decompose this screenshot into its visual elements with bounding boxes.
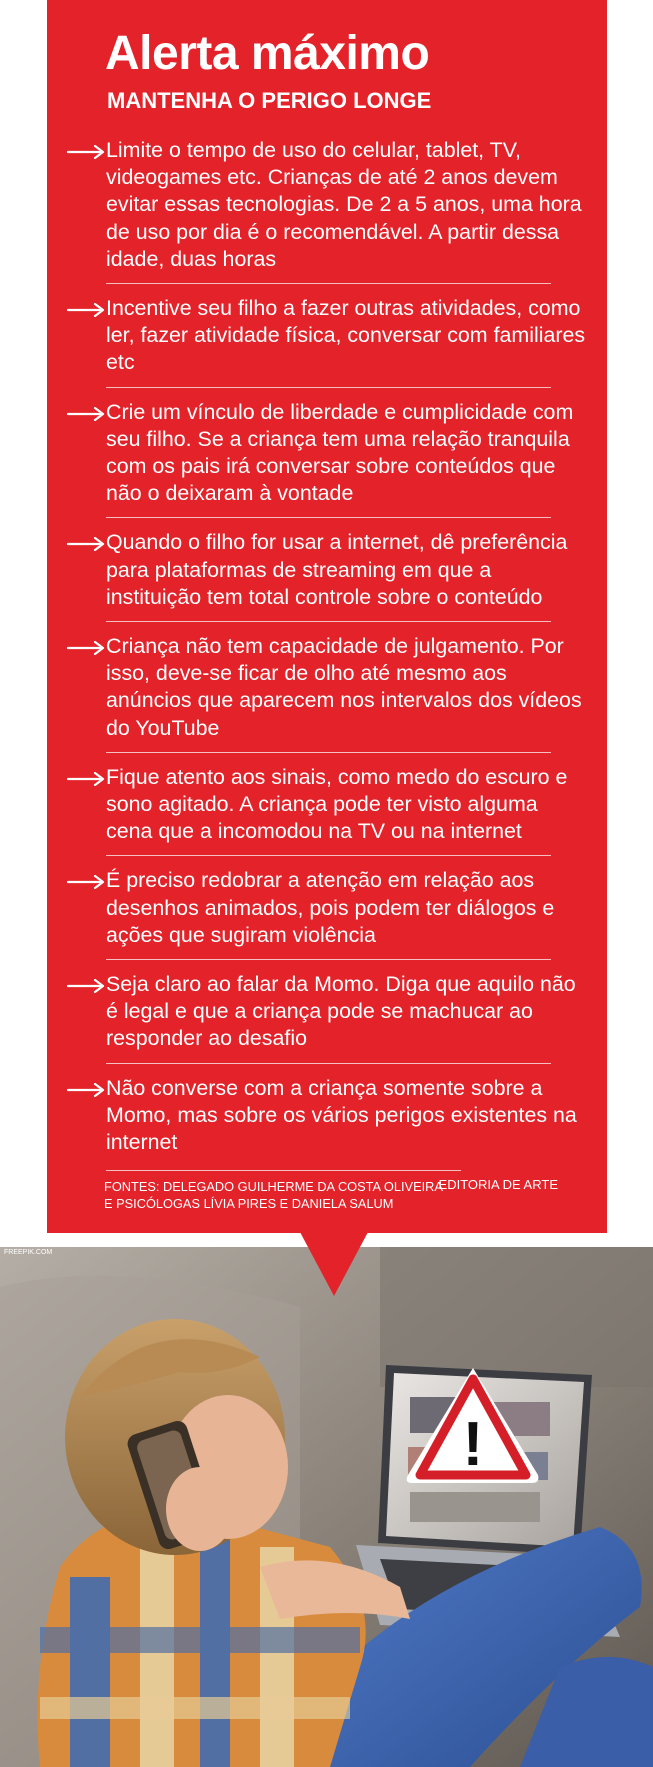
tip-text: Fique atento aos sinais, como medo do escuro e sono agitado. A criança pode ter visto alguma cena que a incomodou na TV ou na internet	[106, 764, 568, 844]
arrow-right-icon	[67, 979, 105, 993]
divider	[106, 1063, 551, 1064]
tip-item	[47, 399, 607, 508]
arrow-right-icon	[67, 407, 105, 421]
tip-text: Incentive seu filho a fazer outras atividades, como ler, fazer atividade física, conversar com familiares etc	[106, 296, 586, 375]
divider	[106, 621, 551, 622]
tip-item	[47, 1075, 607, 1157]
tip-item	[47, 529, 607, 611]
child-on-phone-photo	[0, 1247, 653, 1767]
tip-item	[47, 867, 607, 949]
arrow-right-icon	[67, 772, 105, 786]
infographic-card	[47, 0, 607, 1233]
tip-item	[47, 764, 607, 846]
divider	[106, 283, 551, 284]
divider	[106, 387, 551, 388]
speech-pointer	[300, 1232, 368, 1296]
tip-item	[47, 295, 607, 377]
tip-text: Criança não tem capacidade de julgamento. Por isso, deve-se ficar de olho até mesmo aos anúncios que aparecem nos intervalos dos vídeos do YouTube	[106, 634, 582, 740]
tip-text: Crie um vínculo de liberdade e cumplicidade com seu filho. Se a criança tem uma relação tranquila com os pais irá conversar sobre conteúdos que não o deixaram à vontade	[106, 399, 574, 506]
tips-list	[47, 137, 607, 1156]
tip-item	[47, 137, 607, 273]
tip-text: Seja claro ao falar da Momo. Diga que aquilo não é legal e que a criança pode se machucar ao responder ao desafio	[106, 972, 576, 1051]
sources-line: FONTES: DELEGADO GUILHERME DA COSTA OLIVEIRA	[104, 1179, 443, 1194]
arrow-right-icon	[67, 303, 105, 317]
tip-text: É preciso redobrar a atenção em relação aos desenhos animados, pois podem ter diálogos e ações que sugiram violência	[106, 868, 555, 947]
tip-item	[47, 971, 607, 1053]
arrow-right-icon	[67, 145, 105, 159]
tip-text: Não converse com a criança somente sobre a Momo, mas sobre os vários perigos existentes na internet	[106, 1075, 577, 1155]
sources-line: E PSICÓLOGAS LÍVIA PIRES E DANIELA SALUM	[104, 1196, 394, 1211]
arrow-right-icon	[67, 1083, 105, 1097]
tip-text: Quando o filho for usar a internet, dê preferência para plataformas de streaming em que a instituição tem total controle sobre o conteúdo	[106, 530, 568, 609]
divider	[106, 752, 551, 753]
page-subtitle: MANTENHA O PERIGO LONGE	[107, 88, 432, 113]
arrow-right-icon	[67, 641, 105, 655]
arrow-right-icon	[67, 537, 105, 551]
footer-divider	[106, 1170, 461, 1171]
arrow-right-icon	[67, 875, 105, 889]
warning-symbol: !	[462, 1410, 484, 1479]
page-title: Alerta máximo	[105, 27, 430, 80]
divider	[106, 517, 551, 518]
editorial-credit: EDITORIA DE ARTE	[438, 1177, 558, 1192]
divider	[106, 959, 551, 960]
sources-credit	[104, 1178, 443, 1212]
tip-text: Limite o tempo de uso do celular, tablet, TV, videogames etc. Crianças de até 2 anos devem evitar essas tecnologias. De 2 a 5 anos, uma hora de uso por dia é o recomendável. A partir dessa idade, duas horas	[106, 138, 582, 271]
tip-item	[47, 633, 607, 742]
divider	[106, 855, 551, 856]
photo-credit: FREEPIK.COM	[4, 1249, 53, 1256]
